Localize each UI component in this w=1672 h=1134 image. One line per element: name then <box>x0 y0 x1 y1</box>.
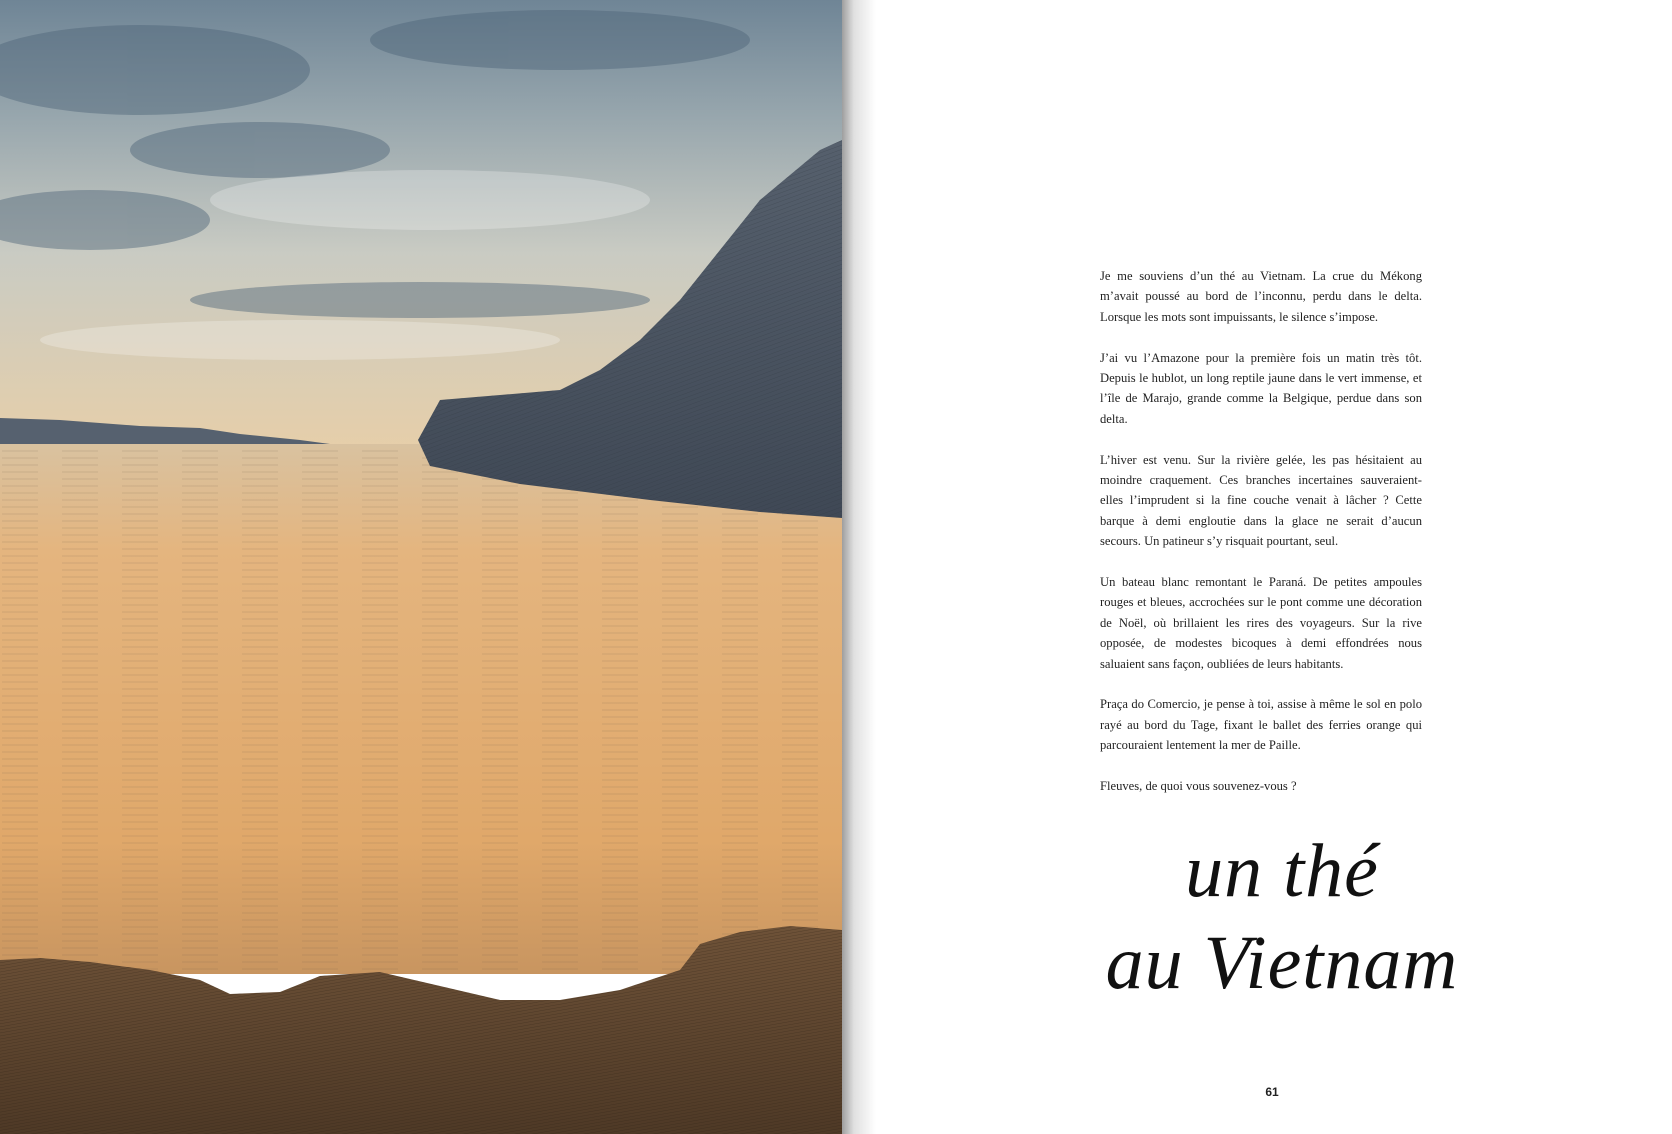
page-number: 61 <box>1265 1085 1279 1099</box>
text-page <box>842 0 1672 1134</box>
article-body <box>1100 266 1422 817</box>
paragraph-2: J’ai vu l’Amazone pour la première fois un matin très tôt. Depuis le hublot, un long reptile jaune dans le vert immense, et l’île de Marajo, grande comme la Belgique, perdue dans son delta. <box>1100 350 1422 426</box>
paragraph-4: Un bateau blanc remontant le Paraná. De petites ampoules rouges et bleues, accrochées sur le pont comme une décoration de Noël, où brillaient les rires des voyageurs. Sur la rive opposée, de modestes bicoques à demi effondrées nous saluaient sans façon, oubliées de leurs habitants. <box>1100 575 1422 671</box>
article-title <box>992 825 1572 1009</box>
paragraph-3: L’hiver est venu. Sur la rivière gelée, les pas hésitaient au moindre craquement. Ces branches incertaines sauveraient-elles l’imprudent si la fine couche venait à lâcher ? Cette barque à demi engloutie dans la glace ne serait d’aucun secours. Un patineur s’y risquait pourtant, seul. <box>1100 452 1422 549</box>
paragraph-1: Je me souviens d’un thé au Vietnam. La crue du Mékong m’avait poussé au bord de l’inconnu, perdu dans le delta. Lorsque les mots sont impuissants, le silence s’impose. <box>1100 269 1422 324</box>
paragraph-6: Fleuves, de quoi vous souvenez-vous ? <box>1100 779 1297 794</box>
paragraph-5: Praça do Comercio, je pense à toi, assise à même le sol en polo rayé au bord du Tage, fixant le ballet des ferries orange qui parcouraient lentement la mer de Paille. <box>1100 697 1422 753</box>
title-line-1: un thé <box>1185 829 1379 913</box>
title-line-2: au Vietnam <box>1105 921 1459 1005</box>
